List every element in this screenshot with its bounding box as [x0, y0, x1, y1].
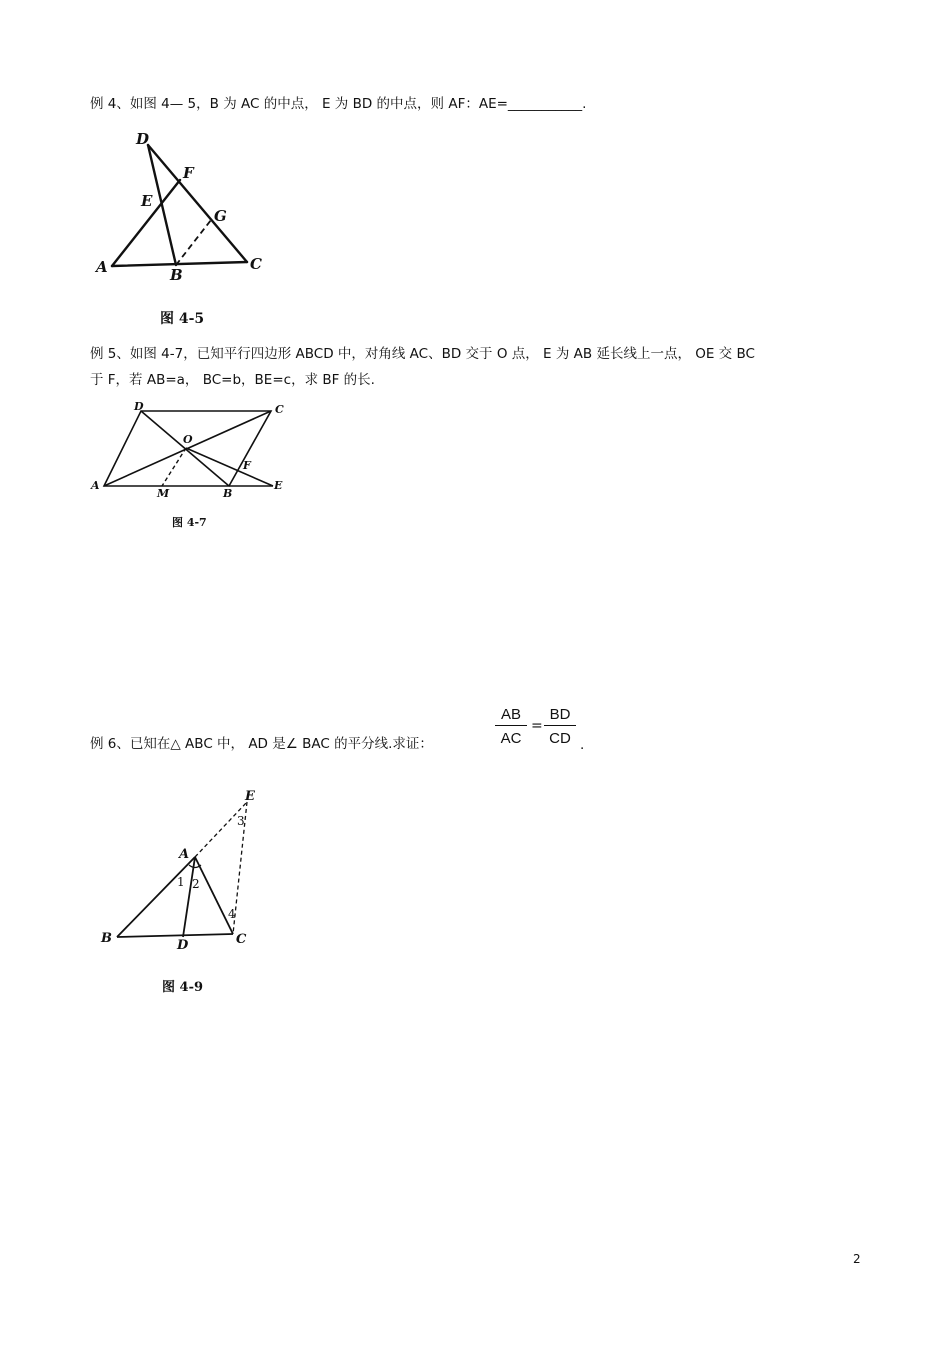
label-A: A	[91, 479, 100, 492]
label-G: G	[214, 207, 227, 225]
fraction-AB-over-AC	[495, 706, 527, 747]
equals-sign: =	[531, 718, 543, 734]
dashed-AE	[195, 802, 247, 857]
line-AD	[183, 857, 195, 937]
figure-4-9	[95, 782, 265, 957]
fraction-1-numerator: AB	[495, 706, 527, 726]
label-O: O	[183, 433, 193, 446]
label-B: B	[101, 931, 112, 946]
example-6-text: 例 6、已知在△ ABC 中， AD 是∠ BAC 的平分线.求证：	[90, 736, 433, 752]
label-D: D	[136, 130, 150, 148]
label-D: D	[134, 400, 144, 413]
label-E: E	[245, 789, 255, 804]
label-A: A	[179, 847, 190, 862]
label-A: A	[96, 258, 108, 276]
label-C: C	[236, 932, 247, 947]
line-OE	[186, 448, 273, 486]
dashed-BG	[176, 220, 211, 265]
label-F: F	[183, 164, 194, 182]
angle-label-1: 1	[177, 875, 185, 889]
angle-label-2: 2	[192, 877, 200, 891]
example-5-text-line1: 例 5、如图 4-7，已知平行四边形 ABCD 中，对角线 AC、BD 交于 O 点， E 为 AB 延长线上一点， OE 交 BC	[90, 346, 755, 362]
period: .	[580, 737, 585, 753]
label-E: E	[141, 192, 153, 210]
label-F: F	[243, 459, 251, 472]
line-BA	[117, 857, 195, 937]
line-AC	[195, 857, 233, 934]
label-E: E	[274, 479, 283, 492]
label-D: D	[177, 938, 189, 953]
figure-4-7	[88, 398, 298, 503]
angle-label-3: 3	[237, 814, 245, 828]
fraction-2-numerator: BD	[544, 706, 576, 726]
figure-4-5	[92, 125, 272, 285]
label-B: B	[223, 487, 233, 500]
example-4-text: 例 4、如图 4— 5，B 为 AC 的中点， E 为 BD 的中点，则 AF：AE=___________.	[90, 96, 587, 112]
fraction-1-denominator: AC	[500, 730, 522, 747]
label-C: C	[275, 403, 284, 416]
fraction-BD-over-CD	[544, 706, 576, 747]
label-M: M	[157, 487, 170, 500]
figure-4-9-caption: 图 4-9	[162, 980, 204, 995]
label-B: B	[170, 266, 183, 284]
angle-label-4: 4	[228, 907, 236, 921]
label-C: C	[250, 255, 262, 273]
fraction-2-denominator: CD	[549, 730, 571, 747]
page-number: 2	[853, 1252, 861, 1266]
line-BC	[117, 934, 233, 937]
example-5-text-line2: 于 F，若 AB=a， BC=b，BE=c，求 BF 的长.	[90, 372, 375, 388]
figure-4-5-caption: 图 4-5	[160, 311, 205, 327]
figure-4-7-caption: 图 4-7	[172, 516, 207, 529]
